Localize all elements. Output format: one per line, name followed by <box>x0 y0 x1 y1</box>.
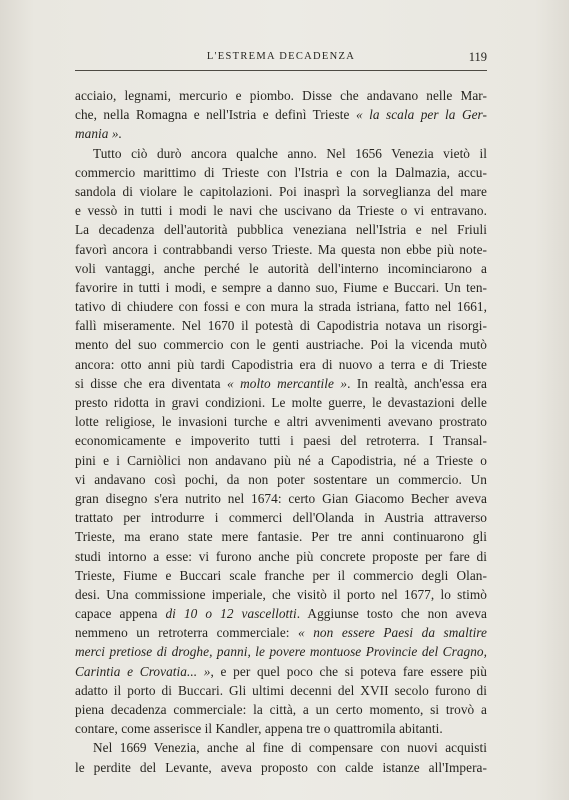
text-line <box>75 316 487 335</box>
text-line <box>75 240 487 259</box>
text-line <box>75 738 487 757</box>
text-line <box>75 489 487 508</box>
text-line <box>75 623 487 642</box>
text-line <box>75 758 487 777</box>
text-line <box>75 259 487 278</box>
text-segment: che, nella Romagna e nell'Istria e definì Trieste <box>75 107 356 123</box>
text-segment: capace appena <box>75 606 166 622</box>
text-segment: si disse che era diventata <box>75 375 228 391</box>
text-line <box>75 201 487 220</box>
text-line <box>75 508 487 527</box>
text-segment: trattato per introdurre i commerci dell'Olanda in Austria attraverso <box>75 510 487 526</box>
text-line <box>75 124 487 143</box>
text-line <box>75 585 487 604</box>
text-line <box>75 566 487 585</box>
text-line <box>75 278 487 297</box>
text-segment: merci pretiose di droghe, panni, le povere montuose Provincie del Cragno, <box>75 644 487 660</box>
text-segment: , e per quel poco che si poteva fare essere più <box>210 663 487 679</box>
text-segment: « non essere Paesi da smaltire <box>298 625 487 641</box>
text-line <box>75 604 487 623</box>
text-line <box>75 527 487 546</box>
text-line <box>75 105 487 124</box>
text-segment: studi intorno a esse: vi furono anche più concrete proposte per fare di <box>75 548 487 564</box>
text-line <box>75 451 487 470</box>
text-segment: sandola di violare le capitolazioni. Poi inasprì la sorveglianza del mare <box>75 183 487 199</box>
text-segment: gran disegno s'era nutrito nel 1674: certo Gian Giacomo Becher aveva <box>75 490 487 506</box>
page-number: 119 <box>468 50 487 64</box>
text-segment: contare, come asserisce il Kandler, appena tre o quattromila abitanti. <box>75 721 443 737</box>
text-segment: nemmeno un retroterra commerciale: <box>75 625 299 641</box>
text-segment: « molto mercantile » <box>227 375 348 391</box>
text-line <box>75 681 487 700</box>
text-line <box>75 86 487 105</box>
text-segment: Tutto ciò durò ancora qualche anno. Nel 1656 Venezia vietò il <box>93 145 487 161</box>
text-segment: adatto il porto di Buccari. Gli ultimi decenni del XVII secolo furono di <box>75 682 487 698</box>
text-segment: fallì miseramente. Nel 1670 il potestà di Capodistria notava un risorgi- <box>75 318 487 334</box>
text-line <box>75 163 487 182</box>
text-line <box>75 642 487 661</box>
text-segment: pini e i Carniòlici non andavano più né a Capodistria, né a Trieste o <box>75 452 487 468</box>
text-segment: di 10 o 12 vascellotti <box>165 606 297 622</box>
text-segment: ancora: otto anni più tardi Capodistria era di nuovo a terra e di Trieste <box>75 356 487 372</box>
text-segment: . Aggiunse tosto che non aveva <box>296 606 487 622</box>
text-line <box>75 220 487 239</box>
text-line <box>75 470 487 489</box>
text-line <box>75 700 487 719</box>
text-segment: commercio marittimo di Trieste con l'Istria e con la Dalmazia, accu- <box>75 164 487 180</box>
text-line <box>75 144 487 163</box>
text-segment: favorire in tutti i modi, e sempre a danno suo, Fiume e Buccari. Un ten- <box>75 279 487 295</box>
text-segment: le perdite del Levante, aveva proposto con calde istanze all'Impera- <box>75 759 487 775</box>
text-segment: mania ». <box>75 126 122 142</box>
text-segment: « la scala per la Ger- <box>355 107 487 123</box>
text-line <box>75 431 487 450</box>
text-segment: lotte religiose, le invasioni turche e altri avvenimenti avevano prostrato <box>75 414 487 430</box>
text-segment: desi. Una commissione imperiale, che visitò il porto nel 1677, lo stimò <box>75 586 487 602</box>
text-segment: e vessò in tutti i modi le navi che uscivano da Trieste o vi entravano. <box>75 203 487 219</box>
text-segment: voli vantaggi, anche perché le autorità dell'interno incominciarono a <box>75 260 487 276</box>
text-segment: vi andavano così pochi, da non poter sostentare un commercio. Un <box>75 471 487 487</box>
text-segment: Carintia e Crovatia... » <box>75 663 211 679</box>
text-segment: economicamente e impoverito tutti i paesi del retroterra. I Transal- <box>75 433 487 449</box>
text-line <box>75 662 487 681</box>
text-segment: presto ridotta in gravi condizioni. Le molte guerre, le devastazioni delle <box>75 395 487 410</box>
text-line <box>75 719 487 738</box>
text-segment: Trieste, Fiume e Buccari scale franche per il commercio degli Olan- <box>75 567 487 583</box>
running-title: L'ESTREMA DECADENZA <box>206 51 356 62</box>
running-head <box>75 50 487 71</box>
text-segment: La decadenza dell'autorità pubblica veneziana nell'Istria e nel Friuli <box>75 222 487 238</box>
text-line <box>75 412 487 431</box>
text-line <box>75 355 487 374</box>
text-line <box>75 182 487 201</box>
text-segment: favorì ancora i contrabbandi verso Trieste. Ma questa non ebbe più note- <box>75 241 487 257</box>
text-line <box>75 393 487 412</box>
text-segment: acciaio, legnami, mercurio e piombo. Disse che andavano nelle Mar- <box>75 88 487 103</box>
text-line <box>75 335 487 354</box>
body-text <box>75 86 487 777</box>
text-segment: piena decadenza commerciale: la città, a un certo momento, si trovò a <box>75 702 487 717</box>
text-segment: Trieste, ma erano state mere fantasie. Per tre anni continuarono gli <box>75 529 487 545</box>
text-line <box>75 547 487 566</box>
text-line <box>75 374 487 393</box>
text-segment: Nel 1669 Venezia, anche al fine di compensare con nuovi acquisti <box>93 740 487 756</box>
text-segment: . In realtà, anch'essa era <box>347 375 487 391</box>
text-segment: tativo di chiudere con fossi e con mura la strada istriana, fatto nel 1661, <box>75 299 487 315</box>
text-segment: mento del suo commercio con le genti austriache. Poi la vicenda mutò <box>75 337 487 353</box>
text-line <box>75 297 487 316</box>
